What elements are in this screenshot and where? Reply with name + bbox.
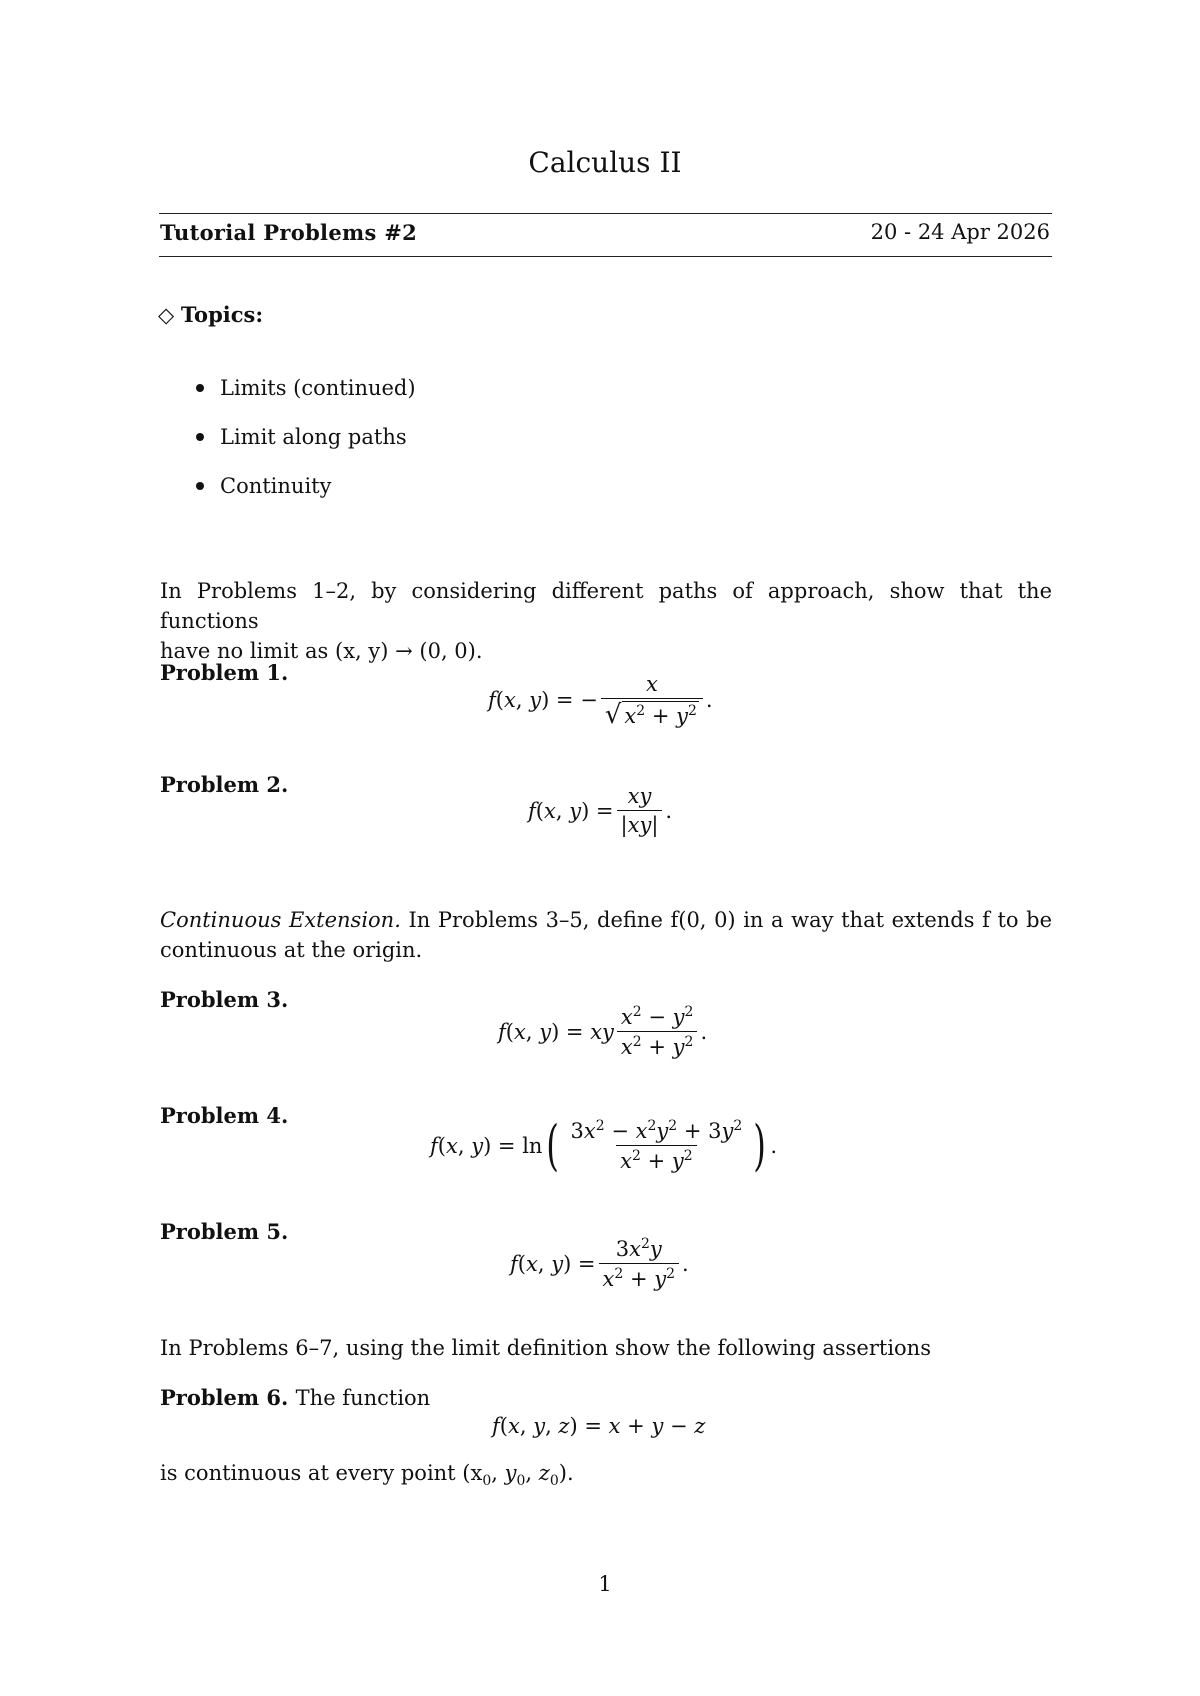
header-top-rule (159, 213, 1052, 214)
header-bottom-rule (159, 256, 1052, 257)
problem-4-formula: f ( x , y ) = ln ( $\frac{3x^2 - x^2y^2 + 3y^2}{x^2 + y^2}$ ) . (430, 1113, 778, 1177)
problem-2-formula: f ( x , y ) = $\frac{xy}{|xy|}$ . (528, 784, 673, 837)
list-item: Limits (continued) (196, 376, 416, 400)
tutorial-title: Tutorial Problems #2 (160, 220, 418, 245)
problem-6-tail: is continuous at every point ($x_0$, $y_0$, $z_0$). (160, 1461, 574, 1490)
intro-definition-paragraph: In Problems 6–7, using the limit definition show the following assertions (160, 1336, 931, 1360)
problem-1-label: Problem 1. (160, 660, 289, 685)
diamond-icon: ◇ (158, 303, 175, 327)
bullet-icon (196, 482, 204, 490)
problem-3-label: Problem 3. (160, 987, 289, 1012)
problem-6-formula: f ( x , y , z ) = x + y − z (492, 1414, 706, 1438)
problem-4-label: Problem 4. (160, 1103, 289, 1128)
problem-3-formula: f ( x , y ) = xy $\frac{x^2 - y^2}{x^2 + y^2}$ . (498, 1004, 708, 1059)
problem-5-formula: f ( x , y ) = $\frac{3x^2y}{x^2 + y^2}$ . (510, 1236, 689, 1291)
intro-paths-paragraph: In Problems 1–2, by considering different paths of approach, show that the functions have no limit as (x, y) → (0, 0). (160, 579, 1052, 663)
problem-6-label: Problem 6. The function (160, 1385, 431, 1410)
problem-1-formula: f ( x , y ) = − x √ $x^2 + y^2$ . (488, 672, 713, 730)
problem-5-label: Problem 5. (160, 1219, 289, 1244)
intro-extension-paragraph: Continuous Extension. In Problems 3–5, define f(0, 0) in a way that extends f to be continuous at the origin. (160, 908, 1053, 962)
bullet-icon (196, 384, 204, 392)
list-item: Limit along paths (196, 425, 407, 449)
course-title: Calculus II (528, 146, 682, 179)
topics-heading (158, 302, 263, 327)
problem-2-label: Problem 2. (160, 772, 289, 797)
date-range: 20 - 24 Apr 2026 (870, 220, 1050, 244)
topics-label: Topics: (180, 302, 264, 327)
page-number: 1 (598, 1572, 612, 1596)
list-item: Continuity (196, 474, 331, 498)
bullet-icon (196, 433, 204, 441)
